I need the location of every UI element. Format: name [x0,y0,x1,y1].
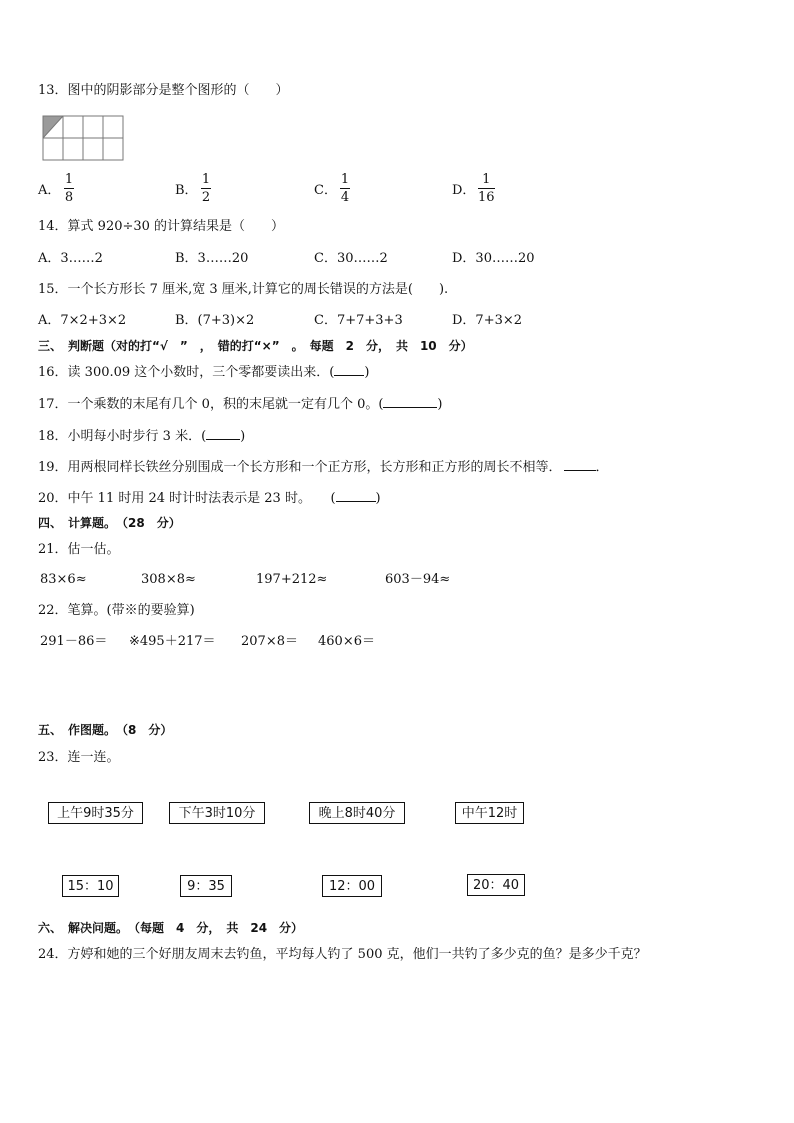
q15-option-c[interactable]: C．7+7+3+3 [314,313,403,328]
q16-text: 16．读 300.09 这个小数时，三个零都要读出来．( [38,365,335,380]
numerator: 1 [482,172,491,187]
q13-grid-figure [42,115,124,161]
q22-item-2: ※495＋217＝ [129,634,216,649]
q23-top-box-3[interactable]: 晚上8时40分 [309,802,405,824]
q13-option-b-fraction [201,172,211,205]
q22-item-3: 207×8＝ [241,634,298,649]
q19 [38,458,609,477]
q21-item-2: 308×8≈ [141,572,196,587]
section-4-heading: 四、 计算题。 （28 分） [38,516,181,530]
q20-text: 20．中午 11 时用 24 时计时法表示是 23 时。 ( [38,491,336,506]
q23-top-box-4[interactable]: 中午12时 [455,802,524,824]
q13-option-d-fraction [478,172,495,205]
q21-item-1: 83×6≈ [40,572,87,587]
q19-text: 19．用两根同样长铁丝分别围成一个长方形和一个正方形，长方形和正方形的周长不相等． [38,460,562,475]
section-5-heading: 五、 作图题。 （8 分） [38,723,173,737]
q18-tail: ) [240,429,246,444]
denominator: 2 [201,190,211,205]
q13-option-c-fraction [340,172,350,205]
section-6-heading: 六、 解决问题。 （每题 4 分， 共 24 分） [38,921,304,935]
q17-answer-blank[interactable] [383,395,437,408]
q13-option-b-letter[interactable]: B． [175,183,198,198]
denominator: 8 [64,190,74,205]
q14-stem: 14．算式 920÷30 的计算结果是（ ） [38,219,285,234]
q23-top-box-1[interactable]: 上午9时35分 [48,802,143,824]
q15-option-d[interactable]: D．7+3×2 [452,313,523,328]
q16 [38,363,369,382]
numerator: 1 [201,172,211,187]
denominator: 16 [478,190,495,205]
q17-text: 17．一个乘数的末尾有几个 0，积的末尾就一定有几个 0。( [38,397,384,412]
q18 [38,427,245,446]
q22-stem: 22．笔算。(带※的要验算) [38,603,195,618]
q16-answer-blank[interactable] [334,363,364,376]
q21-item-3: 197+212≈ [256,572,328,587]
q14-option-a[interactable]: A．3……2 [38,251,103,266]
q23-bottom-box-3[interactable]: 12：00 [322,875,382,897]
q14-option-b[interactable]: B．3……20 [175,251,249,266]
q21-stem: 21．估一估。 [38,542,120,557]
q13-stem: 13．图中的阴影部分是整个图形的（ ） [38,83,289,98]
q14-option-d[interactable]: D．30……20 [452,251,535,266]
numerator: 1 [340,172,350,187]
q13-option-d-letter[interactable]: D． [452,183,476,198]
q17 [38,395,443,414]
q23-bottom-box-1[interactable]: 15：10 [62,875,119,897]
q20-answer-blank[interactable] [336,489,376,502]
q20-tail: ) [375,491,381,506]
q16-tail: ) [364,365,370,380]
q23-top-box-2[interactable]: 下午3时10分 [169,802,265,824]
q23-stem: 23．连一连。 [38,750,120,765]
q24-stem: 24．方婷和她的三个好朋友周末去钓鱼，平均每人钓了 500 克，他们一共钓了多少克的鱼？是多少千克？ [38,947,647,962]
q23-bottom-box-2[interactable]: 9：35 [180,875,232,897]
q15-stem: 15．一个长方形长 7 厘米,宽 3 厘米,计算它的周长错误的方法是( ). [38,282,449,297]
q21-item-4: 603－94≈ [385,572,451,587]
q23-bottom-box-4[interactable]: 20：40 [467,874,525,896]
q13-option-a-letter[interactable]: A． [38,183,61,198]
q20 [38,489,381,508]
q14-option-c[interactable]: C．30……2 [314,251,388,266]
q22-item-4: 460×6＝ [318,634,375,649]
numerator: 1 [64,172,74,187]
q19-tail: ． [595,460,609,475]
q15-option-a[interactable]: A．7×2+3×2 [38,313,127,328]
q13-option-c-letter[interactable]: C． [314,183,337,198]
denominator: 4 [340,190,350,205]
q18-text: 18．小明每小时步行 3 米．( [38,429,207,444]
q15-option-b[interactable]: B．(7+3)×2 [175,313,255,328]
section-3-heading: 三、 判断题（对的打“√ ” ， 错的打“×” 。 每题 2 分， 共 10 分） [38,339,473,353]
q13-option-a-fraction [64,172,74,205]
q17-tail: ) [437,397,443,412]
q18-answer-blank[interactable] [206,427,240,440]
q22-item-1: 291－86＝ [40,634,108,649]
q19-answer-blank[interactable] [564,458,596,471]
